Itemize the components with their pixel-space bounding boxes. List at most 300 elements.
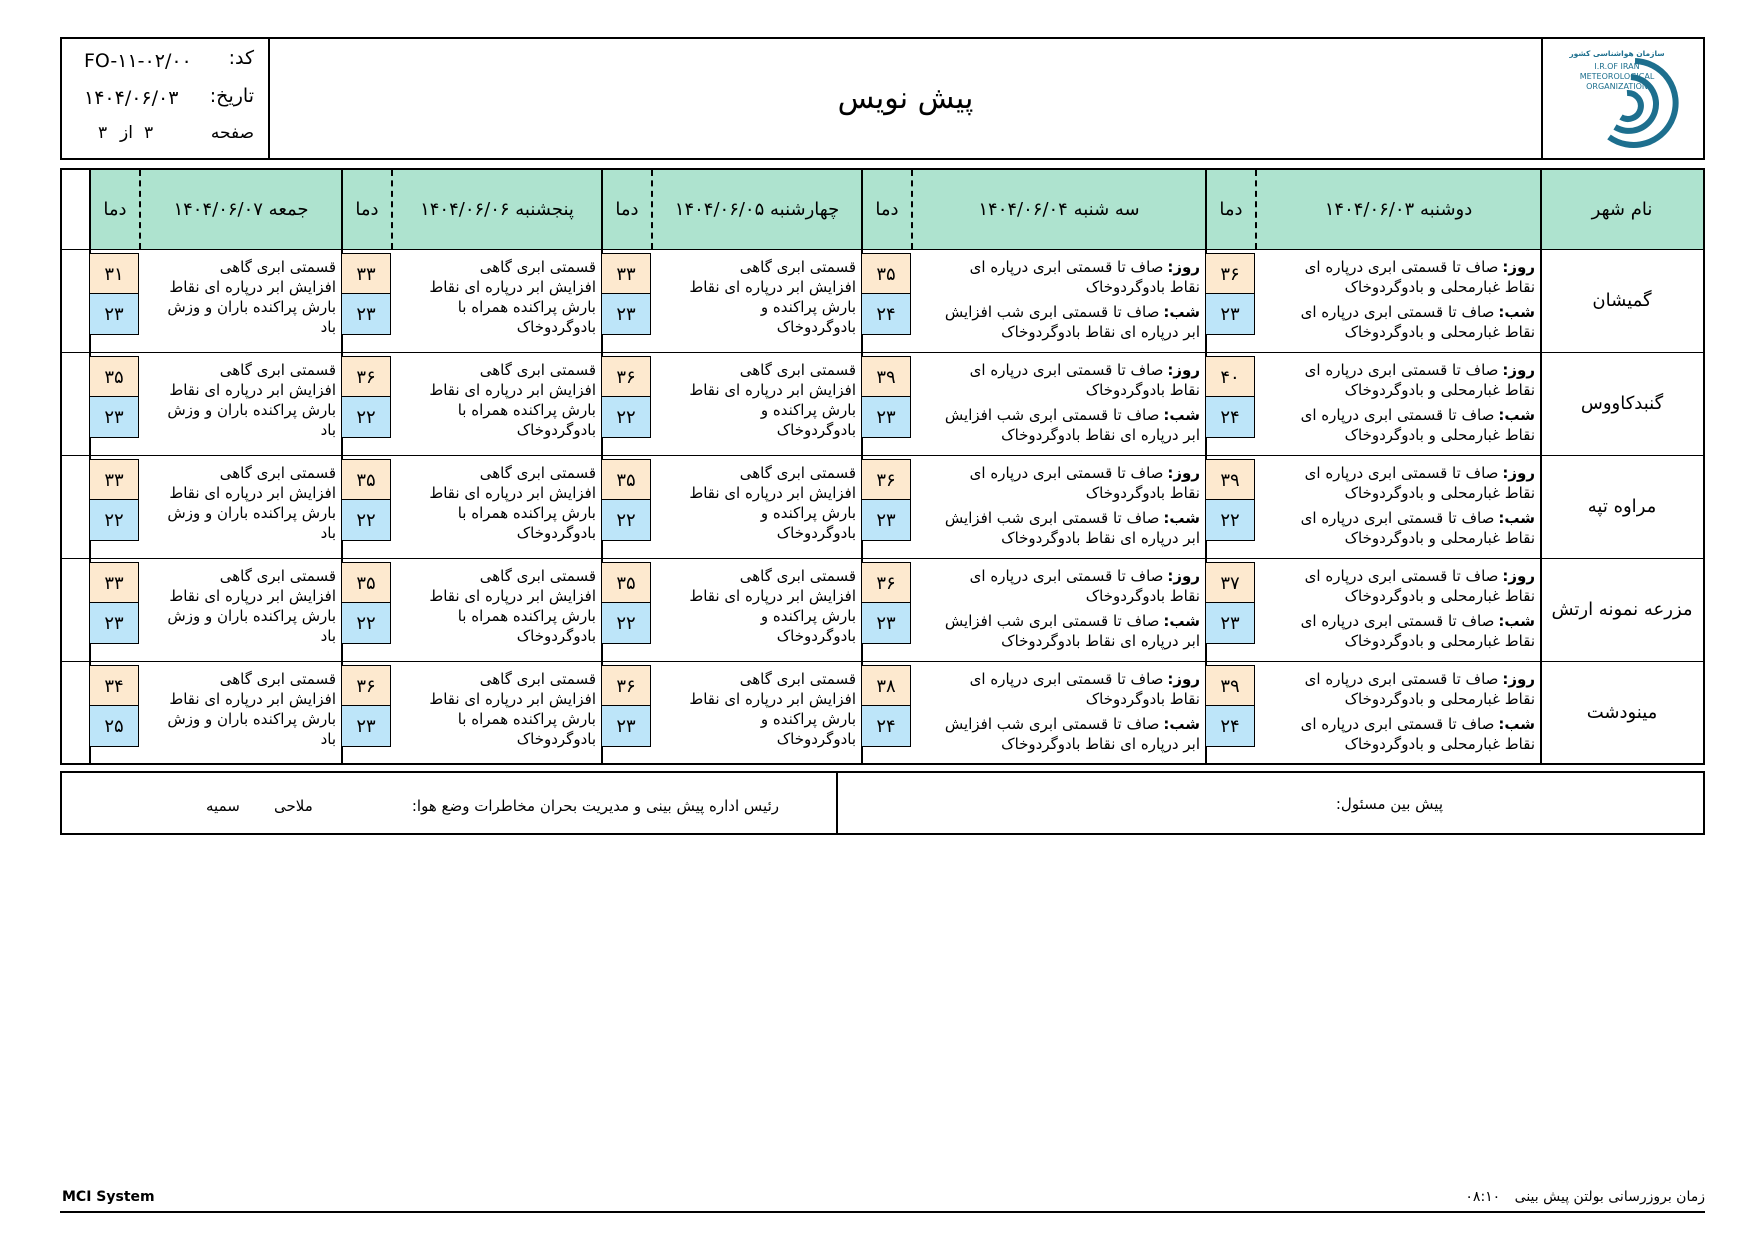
head-last-name: ملاحی [274, 797, 313, 815]
forecast-description [396, 669, 596, 749]
description-line [916, 405, 1200, 425]
forecast-description [396, 566, 596, 646]
forecast-line-4: بادوگردوخاک [516, 421, 596, 439]
row-divider [62, 558, 1703, 559]
forecast-line-2: افزایش ابر درپاره ای نقاط [689, 278, 856, 296]
description-line [396, 420, 596, 440]
description-line [144, 420, 336, 440]
description-line [1260, 425, 1535, 445]
day-forecast-line-1: صاف تا قسمتی ابری درپاره ای [969, 464, 1164, 482]
min-temp: ۲۳ [89, 602, 139, 644]
min-temp: ۲۳ [861, 499, 911, 541]
description-line [396, 729, 596, 749]
forecast-line-4: بادوگردوخاک [776, 421, 856, 439]
max-temp: ۳۶ [601, 356, 651, 398]
min-temp: ۲۳ [861, 396, 911, 438]
day-header: جمعه ۱۴۰۴/۰۶/۰۷ [140, 170, 342, 249]
row-divider [62, 661, 1703, 662]
description-line [396, 503, 596, 523]
min-temp: ۲۳ [1205, 602, 1255, 644]
description-line [656, 420, 856, 440]
description-line [144, 277, 336, 297]
forecaster-label: پیش بین مسئول: [1335, 795, 1443, 813]
forecast-description [656, 257, 856, 337]
min-temp: ۲۲ [601, 602, 651, 644]
description-line [396, 463, 596, 483]
description-line [916, 360, 1200, 380]
forecast-description [144, 566, 336, 646]
forecast-description [1260, 360, 1535, 445]
forecast-description [1260, 669, 1535, 754]
forecast-line-2: افزایش ابر درپاره ای نقاط [689, 587, 856, 605]
max-temp: ۳۶ [601, 665, 651, 707]
description-line [656, 689, 856, 709]
forecast-line-4: باد [320, 318, 336, 336]
night-forecast-line-2: نقاط غبارمحلی و بادوگردوخاک [1344, 632, 1535, 650]
max-temp: ۴۰ [1205, 356, 1255, 398]
night-forecast-line-1: صاف تا قسمتی ابری درپاره ای [1300, 612, 1495, 630]
forecast-description [144, 360, 336, 440]
day-forecast-line-2: نقاط غبارمحلی و بادوگردوخاک [1344, 587, 1535, 605]
description-line [656, 483, 856, 503]
day-label: روز: [1502, 567, 1535, 585]
description-line [396, 400, 596, 420]
forecast-line-1: قسمتی ابری گاهی [479, 464, 596, 482]
description-line [916, 586, 1200, 606]
forecast-line-2: افزایش ابر درپاره ای نقاط [429, 278, 596, 296]
page-total: ۳ [98, 123, 108, 143]
description-line [144, 606, 336, 626]
description-line [144, 317, 336, 337]
forecast-line-1: قسمتی ابری گاهی [739, 670, 856, 688]
description-line [916, 669, 1200, 689]
night-label: شب: [1163, 406, 1200, 424]
description-line [1260, 714, 1535, 734]
forecast-description [144, 463, 336, 543]
header-dashed-divider [911, 170, 913, 249]
min-temp: ۲۳ [341, 293, 391, 335]
forecast-description [144, 669, 336, 749]
forecast-line-1: قسمتی ابری گاهی [739, 567, 856, 585]
forecast-line-3: بارش پراکنده باران و وزش [167, 401, 336, 419]
night-label: شب: [1163, 612, 1200, 630]
description-line [144, 523, 336, 543]
max-temp: ۳۶ [861, 459, 911, 501]
forecast-line-3: بارش پراکنده همراه با [457, 401, 596, 419]
description-line [1260, 405, 1535, 425]
night-label: شب: [1498, 509, 1535, 527]
description-line [396, 566, 596, 586]
description-line [656, 400, 856, 420]
update-label: زمان بروزرسانی بولتن پیش بینی [1514, 1189, 1705, 1205]
description-line [656, 606, 856, 626]
description-line [144, 689, 336, 709]
description-line [916, 483, 1200, 503]
day-forecast-line-1: صاف تا قسمتی ابری درپاره ای [969, 361, 1164, 379]
forecast-line-4: باد [320, 421, 336, 439]
night-label: شب: [1163, 303, 1200, 321]
description-line [916, 566, 1200, 586]
forecast-line-1: قسمتی ابری گاهی [219, 464, 336, 482]
forecast-line-2: افزایش ابر درپاره ای نقاط [429, 690, 596, 708]
city-name: مینودشت [1586, 702, 1658, 723]
forecast-description [656, 463, 856, 543]
forecast-line-1: قسمتی ابری گاهی [219, 670, 336, 688]
description-line [1260, 302, 1535, 322]
city-name: مراوه تپه [1587, 496, 1657, 517]
min-temp: ۲۲ [89, 499, 139, 541]
description-line [396, 586, 596, 606]
day-label: روز: [1167, 670, 1200, 688]
day-label: روز: [1502, 258, 1535, 276]
description-line [1260, 611, 1535, 631]
description-line [1260, 277, 1535, 297]
min-temp: ۲۴ [861, 705, 911, 747]
max-temp: ۳۵ [89, 356, 139, 398]
forecast-line-2: افزایش ابر درپاره ای نقاط [169, 690, 336, 708]
description-line [396, 297, 596, 317]
forecast-line-2: افزایش ابر درپاره ای نقاط [169, 587, 336, 605]
max-temp: ۳۹ [1205, 459, 1255, 501]
day-forecast-line-2: نقاط بادوگردوخاک [1085, 587, 1200, 605]
max-temp: ۳۸ [861, 665, 911, 707]
row-divider [62, 352, 1703, 353]
description-line [396, 523, 596, 543]
day-header: سه شنبه ۱۴۰۴/۰۶/۰۴ [912, 170, 1206, 249]
description-line [144, 586, 336, 606]
night-forecast-line-1: صاف تا قسمتی ابری درپاره ای [1300, 509, 1495, 527]
description-line [396, 626, 596, 646]
row-divider [62, 455, 1703, 456]
description-line [916, 631, 1200, 651]
signature-box [60, 771, 1705, 835]
logo-text-en-2: METEOROLOGICAL [1579, 72, 1655, 81]
forecast-line-3: بارش پراکنده و [760, 607, 856, 625]
header-divider [62, 249, 1703, 250]
description-line [144, 400, 336, 420]
min-temp: ۲۲ [341, 602, 391, 644]
description-line [656, 709, 856, 729]
forecast-line-4: بادوگردوخاک [516, 730, 596, 748]
min-temp: ۲۲ [601, 396, 651, 438]
department-head-cell [62, 773, 838, 833]
description-line [1260, 322, 1535, 342]
max-temp: ۳۵ [861, 253, 911, 295]
description-line [1260, 360, 1535, 380]
min-temp: ۲۳ [601, 705, 651, 747]
night-forecast-line-1: صاف تا قسمتی ابری شب افزایش [944, 715, 1160, 733]
max-temp: ۳۳ [341, 253, 391, 295]
description-line [1260, 257, 1535, 277]
forecast-description [656, 669, 856, 749]
document-meta [62, 39, 270, 158]
max-temp: ۳۷ [1205, 562, 1255, 604]
forecast-line-2: افزایش ابر درپاره ای نقاط [689, 484, 856, 502]
forecast-description [916, 566, 1200, 651]
forecast-description [656, 566, 856, 646]
description-line [1260, 689, 1535, 709]
day-label: روز: [1502, 361, 1535, 379]
forecast-line-4: بادوگردوخاک [516, 318, 596, 336]
forecast-line-3: بارش پراکنده همراه با [457, 710, 596, 728]
max-temp: ۳۶ [341, 665, 391, 707]
night-forecast-line-2: نقاط غبارمحلی و بادوگردوخاک [1344, 323, 1535, 341]
day-forecast-line-1: صاف تا قسمتی ابری درپاره ای [969, 258, 1164, 276]
day-forecast-line-1: صاف تا قسمتی ابری درپاره ای [1304, 670, 1499, 688]
description-line [1260, 380, 1535, 400]
forecast-line-1: قسمتی ابری گاهی [219, 361, 336, 379]
city-name: گنبدکاووس [1580, 393, 1664, 414]
description-line [916, 257, 1200, 277]
min-temp: ۲۲ [341, 499, 391, 541]
night-forecast-line-2: ابر درپاره ای نقاط بادوگردوخاک [1001, 735, 1200, 753]
day-label: روز: [1167, 567, 1200, 585]
min-temp: ۲۲ [341, 396, 391, 438]
description-line [656, 317, 856, 337]
forecast-line-2: افزایش ابر درپاره ای نقاط [169, 484, 336, 502]
description-line [916, 425, 1200, 445]
code-label: کد: [228, 47, 254, 69]
description-line [656, 729, 856, 749]
night-forecast-line-2: ابر درپاره ای نقاط بادوگردوخاک [1001, 323, 1200, 341]
max-temp: ۳۶ [341, 356, 391, 398]
description-line [656, 503, 856, 523]
forecast-description [916, 463, 1200, 548]
forecast-line-1: قسمتی ابری گاهی [739, 258, 856, 276]
forecast-line-1: قسمتی ابری گاهی [479, 258, 596, 276]
day-forecast-line-1: صاف تا قسمتی ابری درپاره ای [969, 567, 1164, 585]
description-line [144, 709, 336, 729]
forecast-line-2: افزایش ابر درپاره ای نقاط [429, 381, 596, 399]
page-title: پیش نویس [837, 81, 974, 116]
day-header: دوشنبه ۱۴۰۴/۰۶/۰۳ [1256, 170, 1541, 249]
max-temp: ۳۶ [1205, 253, 1255, 295]
max-temp: ۳۵ [601, 459, 651, 501]
description-line [144, 626, 336, 646]
min-temp: ۲۲ [1205, 499, 1255, 541]
description-line [916, 322, 1200, 342]
forecast-line-1: قسمتی ابری گاهی [479, 361, 596, 379]
forecast-line-1: قسمتی ابری گاهی [219, 567, 336, 585]
min-temp: ۲۳ [861, 602, 911, 644]
max-temp: ۳۳ [89, 459, 139, 501]
head-first-name: سمیه [206, 797, 240, 815]
page-of: از [120, 123, 133, 143]
description-line [396, 277, 596, 297]
night-forecast-line-1: صاف تا قسمتی ابری درپاره ای [1300, 715, 1495, 733]
description-line [1260, 508, 1535, 528]
night-label: شب: [1498, 303, 1535, 321]
max-temp: ۳۵ [341, 459, 391, 501]
description-line [656, 669, 856, 689]
description-line [916, 463, 1200, 483]
min-temp: ۲۳ [1205, 293, 1255, 335]
description-line [916, 302, 1200, 322]
day-forecast-line-2: نقاط بادوگردوخاک [1085, 381, 1200, 399]
forecast-line-3: بارش پراکنده باران و وزش [167, 607, 336, 625]
forecast-line-1: قسمتی ابری گاهی [739, 361, 856, 379]
night-forecast-line-1: صاف تا قسمتی ابری شب افزایش [944, 612, 1160, 630]
meteorological-organization-logo [1541, 39, 1703, 158]
forecast-line-1: قسمتی ابری گاهی [739, 464, 856, 482]
max-temp: ۳۶ [861, 562, 911, 604]
description-line [916, 508, 1200, 528]
day-header: چهارشنبه ۱۴۰۴/۰۶/۰۵ [652, 170, 862, 249]
forecast-description [916, 257, 1200, 342]
description-line [916, 611, 1200, 631]
description-line [656, 277, 856, 297]
min-temp: ۲۳ [601, 293, 651, 335]
description-line [144, 463, 336, 483]
forecast-line-4: باد [320, 627, 336, 645]
header-dashed-divider [391, 170, 393, 249]
temp-header: دما [1206, 170, 1256, 249]
description-line [1260, 734, 1535, 754]
max-temp: ۳۴ [89, 665, 139, 707]
page-number: ۳ [144, 123, 154, 143]
forecast-description [144, 257, 336, 337]
night-forecast-line-1: صاف تا قسمتی ابری درپاره ای [1300, 406, 1495, 424]
description-line [144, 729, 336, 749]
date-value: ۱۴۰۴/۰۶/۰۳ [84, 87, 179, 109]
forecast-line-4: بادوگردوخاک [516, 524, 596, 542]
description-line [916, 380, 1200, 400]
day-forecast-line-2: نقاط غبارمحلی و بادوگردوخاک [1344, 381, 1535, 399]
header-dashed-divider [139, 170, 141, 249]
header-dashed-divider [1255, 170, 1257, 249]
max-temp: ۳۳ [89, 562, 139, 604]
forecast-line-1: قسمتی ابری گاهی [219, 258, 336, 276]
system-name: MCI System [62, 1189, 155, 1205]
city-name: مزرعه نمونه ارتش [1551, 599, 1693, 620]
update-time: ۰۸:۱۰ [1465, 1189, 1501, 1205]
logo-emblem-icon [1543, 39, 1701, 158]
day-forecast-line-2: نقاط غبارمحلی و بادوگردوخاک [1344, 484, 1535, 502]
min-temp: ۲۳ [341, 705, 391, 747]
night-forecast-line-2: ابر درپاره ای نقاط بادوگردوخاک [1001, 426, 1200, 444]
forecast-table [60, 168, 1705, 765]
description-line [1260, 483, 1535, 503]
description-line [396, 606, 596, 626]
day-forecast-line-1: صاف تا قسمتی ابری درپاره ای [1304, 567, 1499, 585]
forecast-description [396, 257, 596, 337]
night-label: شب: [1498, 715, 1535, 733]
city-name: گمیشان [1592, 290, 1652, 311]
description-line [396, 317, 596, 337]
description-line [1260, 528, 1535, 548]
forecast-line-3: بارش پراکنده باران و وزش [167, 298, 336, 316]
night-label: شب: [1498, 612, 1535, 630]
day-label: روز: [1167, 361, 1200, 379]
max-temp: ۳۳ [601, 253, 651, 295]
forecast-line-3: بارش پراکنده و [760, 710, 856, 728]
day-forecast-line-2: نقاط غبارمحلی و بادوگردوخاک [1344, 278, 1535, 296]
description-line [396, 689, 596, 709]
header-dashed-divider [651, 170, 653, 249]
description-line [1260, 631, 1535, 651]
description-line [656, 360, 856, 380]
night-label: شب: [1163, 509, 1200, 527]
description-line [916, 277, 1200, 297]
forecast-line-3: بارش پراکنده همراه با [457, 298, 596, 316]
forecast-line-3: بارش پراکنده و [760, 401, 856, 419]
description-line [1260, 586, 1535, 606]
description-line [396, 360, 596, 380]
forecast-description [916, 360, 1200, 445]
forecast-line-3: بارش پراکنده همراه با [457, 504, 596, 522]
description-line [144, 483, 336, 503]
description-line [656, 380, 856, 400]
day-forecast-line-2: نقاط بادوگردوخاک [1085, 278, 1200, 296]
description-line [144, 380, 336, 400]
page-label: صفحه [210, 123, 254, 143]
description-line [144, 360, 336, 380]
forecast-line-2: افزایش ابر درپاره ای نقاط [169, 278, 336, 296]
forecast-description [396, 463, 596, 543]
forecast-line-3: بارش پراکنده و [760, 504, 856, 522]
forecast-line-4: باد [320, 730, 336, 748]
forecast-description [1260, 566, 1535, 651]
description-line [916, 689, 1200, 709]
max-temp: ۳۱ [89, 253, 139, 295]
night-forecast-line-2: نقاط غبارمحلی و بادوگردوخاک [1344, 735, 1535, 753]
forecast-line-4: بادوگردوخاک [776, 730, 856, 748]
description-line [656, 586, 856, 606]
night-forecast-line-2: نقاط غبارمحلی و بادوگردوخاک [1344, 529, 1535, 547]
forecast-line-2: افزایش ابر درپاره ای نقاط [429, 484, 596, 502]
date-label: تاریخ: [209, 85, 254, 107]
forecast-line-4: بادوگردوخاک [776, 627, 856, 645]
forecast-description [656, 360, 856, 440]
forecast-line-4: باد [320, 524, 336, 542]
description-line [656, 463, 856, 483]
max-temp: ۳۵ [341, 562, 391, 604]
description-line [1260, 566, 1535, 586]
min-temp: ۲۴ [1205, 705, 1255, 747]
temp-header: دما [862, 170, 912, 249]
forecast-description [1260, 463, 1535, 548]
day-label: روز: [1167, 258, 1200, 276]
forecast-line-2: افزایش ابر درپاره ای نقاط [169, 381, 336, 399]
night-forecast-line-1: صاف تا قسمتی ابری شب افزایش [944, 509, 1160, 527]
day-forecast-line-1: صاف تا قسمتی ابری درپاره ای [1304, 464, 1499, 482]
forecast-line-4: بادوگردوخاک [776, 318, 856, 336]
forecast-line-2: افزایش ابر درپاره ای نقاط [429, 587, 596, 605]
day-forecast-line-2: نقاط بادوگردوخاک [1085, 690, 1200, 708]
forecast-line-4: بادوگردوخاک [516, 627, 596, 645]
night-forecast-line-2: ابر درپاره ای نقاط بادوگردوخاک [1001, 632, 1200, 650]
description-line [396, 669, 596, 689]
night-forecast-line-1: صاف تا قسمتی ابری شب افزایش [944, 303, 1160, 321]
forecast-description [1260, 257, 1535, 342]
document-header [60, 37, 1705, 160]
code-value: FO-۱۱-۰۲/۰۰ [84, 50, 192, 72]
forecast-line-1: قسمتی ابری گاهی [479, 670, 596, 688]
max-temp: ۳۵ [601, 562, 651, 604]
description-line [656, 523, 856, 543]
description-line [396, 709, 596, 729]
day-forecast-line-2: نقاط بادوگردوخاک [1085, 484, 1200, 502]
description-line [144, 257, 336, 277]
description-line [1260, 463, 1535, 483]
footer-divider [60, 1211, 1705, 1213]
forecast-description [916, 669, 1200, 754]
forecast-line-3: بارش پراکنده باران و وزش [167, 504, 336, 522]
min-temp: ۲۳ [89, 396, 139, 438]
min-temp: ۲۵ [89, 705, 139, 747]
min-temp: ۲۳ [89, 293, 139, 335]
forecast-line-3: بارش پراکنده همراه با [457, 607, 596, 625]
